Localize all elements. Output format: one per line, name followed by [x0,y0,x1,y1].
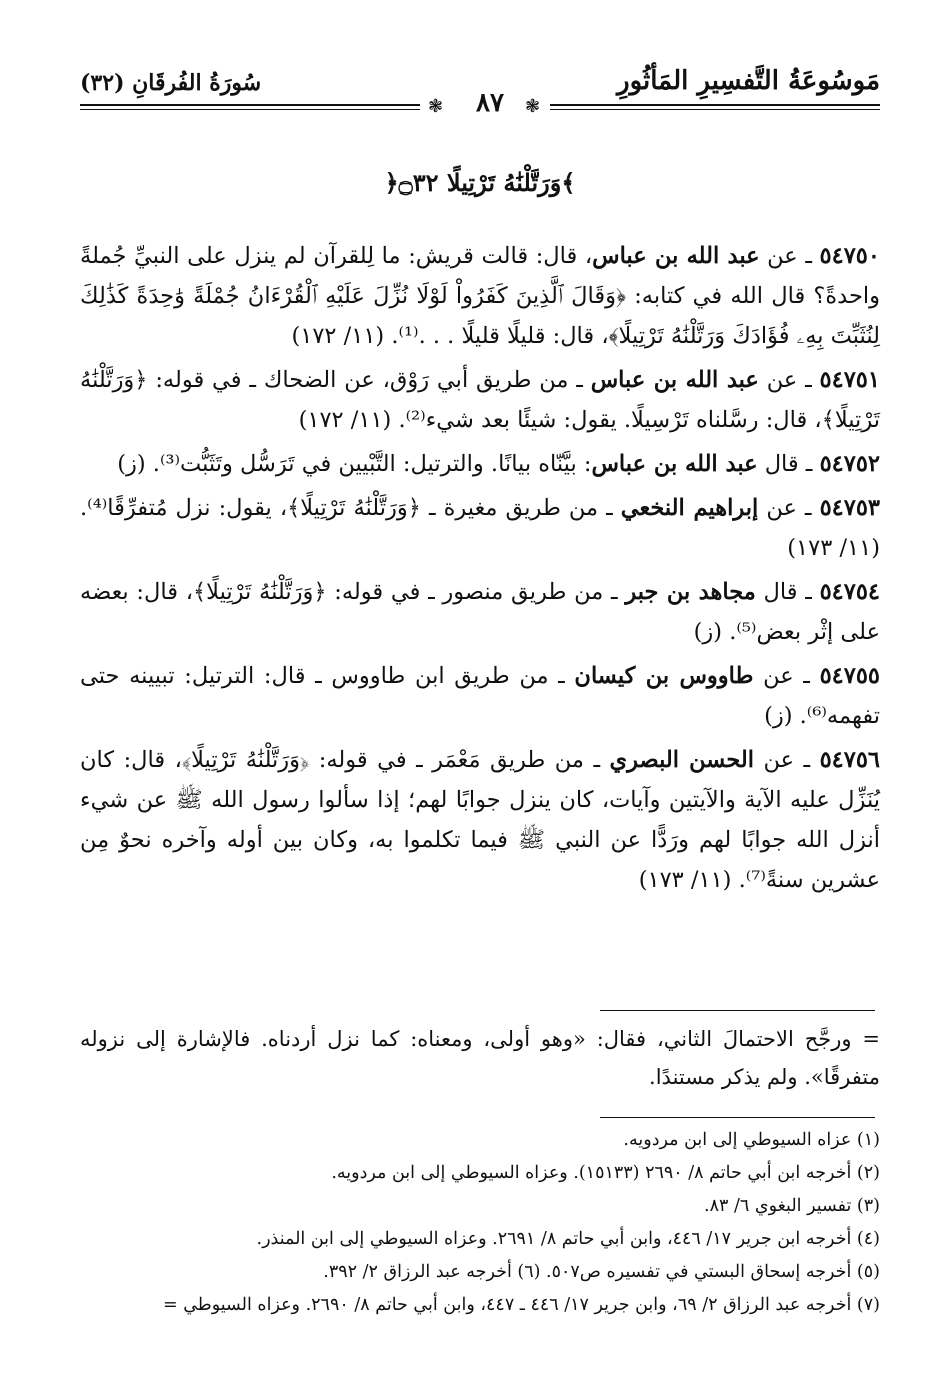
entry-number: ٥٤٧٥٤ [819,579,880,605]
ornament-icon: ❃ [428,96,444,117]
narrator-name: عبد الله بن عباس [590,367,759,393]
entry-connector: ـ قال [755,579,820,605]
entry-text: ـ من طريق منصور ـ في قوله: ﴿وَرَتَّلْنَٰهُ تَرْتِيلًا﴾، قال: بعضه على إثْر بعض⁽⁵⁾. (ز) [80,579,880,645]
narration-entry [80,444,880,484]
narration-entry [80,656,880,736]
commentary-body [80,236,880,904]
notes-separator [600,1010,875,1011]
narration-entry [80,236,880,356]
entry-number: ٥٤٧٥٠ [819,243,880,269]
footnotes [50,1124,880,1322]
entry-connector: ـ عن [758,367,820,393]
entry-number: ٥٤٧٥٦ [819,747,880,773]
narrator-name: طاووس بن كيسان [574,663,754,689]
verse-heading: ﴿وَرَتَّلْنَٰهُ تَرْتِيلًا ۝٣٢﴾ [384,168,576,197]
entry-number: ٥٤٧٥٢ [819,451,880,477]
note-continuation: = ورجَّح الاحتمالَ الثاني، فقال: «وهو أولى، ومعناه: كما نزل أردناه. فالإشارة إلى نزوله متفرقًا». ولم يذكر مستندًا. [80,1027,881,1089]
entry-text: ـ من طريق مَعْمَر ـ في قوله: ﴿وَرَتَّلْنَٰهُ تَرْتِيلًا﴾، قال: كان يُنَزِّل عليه الآية والآيتين وآيات، كان ينزل جوابًا لهم؛ إذا سألوا رسول الله ﷺ عن شيء أنزل الله جوابًا لهم ورَدًّا عن النبي ﷺ فيما تكلموا به، وكان بين أوله وآخره نحوٌ مِن عشرين سنةً⁽⁷⁾. (١١/ ١٧٣) [80,747,880,893]
entry-connector: ـ عن [753,663,820,689]
entry-text: : بيَّنّاه بيانًا. والترتيل: التَّبْيين في تَرَسُّل وتَثَبُّت⁽³⁾. (ز) [117,451,592,477]
page-header [80,60,880,120]
entry-text: ـ من طريق ابن طاووس ـ قال: الترتيل: تبيينه حتى تفهمه⁽⁶⁾. (ز) [80,663,880,729]
narrator-name: عبد الله بن عباس [592,243,760,269]
surah-label: سُورَةُ الفُرقَانِ (٣٢) [80,70,262,96]
footnote: (٢) أخرجه ابن أبي حاتم ٨/ ٢٦٩٠ (١٥١٣٣). وعزاه السيوطي إلى ابن مردويه. [331,1163,880,1183]
footnotes-separator [600,1117,875,1118]
narration-entry [80,740,880,900]
entry-text: ـ من طريق أبي رَوْق، عن الضحاك ـ في قوله: ﴿وَرَتَّلْنَٰهُ تَرْتِيلًا﴾، قال: رسَّلناه تَرْسِيلًا. يقول: شيئًا بعد شيء⁽²⁾. (١١/ ١٧٢) [80,367,880,433]
footnote: (٣) تفسير البغوي ٦/ ٨٣. [704,1196,880,1216]
entry-number: ٥٤٧٥٣ [819,495,880,521]
narration-entry [80,572,880,652]
narrator-name: مجاهد بن جبر [625,579,756,605]
entry-connector: ـ عن [753,747,820,773]
header-rule-left-thin [80,109,420,110]
entry-connector: ـ قال [757,451,820,477]
entry-connector: ـ عن [758,495,820,521]
footnote: (١) عزاه السيوطي إلى ابن مردويه. [623,1130,880,1150]
narrator-name: إبراهيم النخعي [620,495,759,521]
entry-text: ، قال: قالت قريش: ما لِلقرآن لم ينزل على النبيِّ جُملةً واحدةً؟ قال الله في كتابه: ﴿وَقَالَ ٱلَّذِينَ كَفَرُواْ لَوْلَا نُزِّلَ عَلَيْهِ ٱلْقُرْءَانُ جُمْلَةً وَٰحِدَةً كَذَٰلِكَ لِنُثَبِّتَ بِهِۦ فُؤَادَكَ وَرَتَّلْنَٰهُ تَرْتِيلًا﴾، قال: قليلًا قليلًا . . .⁽¹⁾. (١١/ ١٧٢) [80,243,880,349]
header-rule-right-thin [550,109,880,110]
header-rule-left [80,104,420,106]
entry-text: ـ من طريق مغيرة ـ ﴿وَرَتَّلْنَٰهُ تَرْتِيلًا﴾، يقول: نزل مُتفرِّقًا⁽⁴⁾. (١١/ ١٧٣) [80,495,880,561]
entry-number: ٥٤٧٥٥ [819,663,880,689]
entry-connector: ـ عن [759,243,820,269]
narration-entry [80,360,880,440]
page-number: ٨٧ [476,88,504,118]
narration-entry [80,488,880,568]
footnote: (٧) أخرجه عبد الرزاق ٢/ ٦٩، وابن جرير ١٧/ ٤٤٦ ـ ٤٤٧، وابن أبي حاتم ٨/ ٢٦٩٠. وعزاه السيوطي = [163,1295,880,1315]
header-rule-right [550,104,880,106]
footnote: (٤) أخرجه ابن جرير ١٧/ ٤٤٦، وابن أبي حاتم ٨/ ٢٦٩١. وعزاه السيوطي إلى ابن المنذر. [256,1229,880,1249]
narrator-name: الحسن البصري [609,747,754,773]
entry-number: ٥٤٧٥١ [819,367,880,393]
ornament-icon: ❃ [525,96,541,117]
narrator-name: عبد الله بن عباس [591,451,758,477]
series-title: مَوسُوعَةُ التَّفسِيرِ المَأثُورِ [617,66,880,96]
footnote: (٥) أخرجه إسحاق البستي في تفسيره ص٥٠٧. (٦) أخرجه عبد الرزاق ٢/ ٣٩٢. [323,1262,880,1282]
